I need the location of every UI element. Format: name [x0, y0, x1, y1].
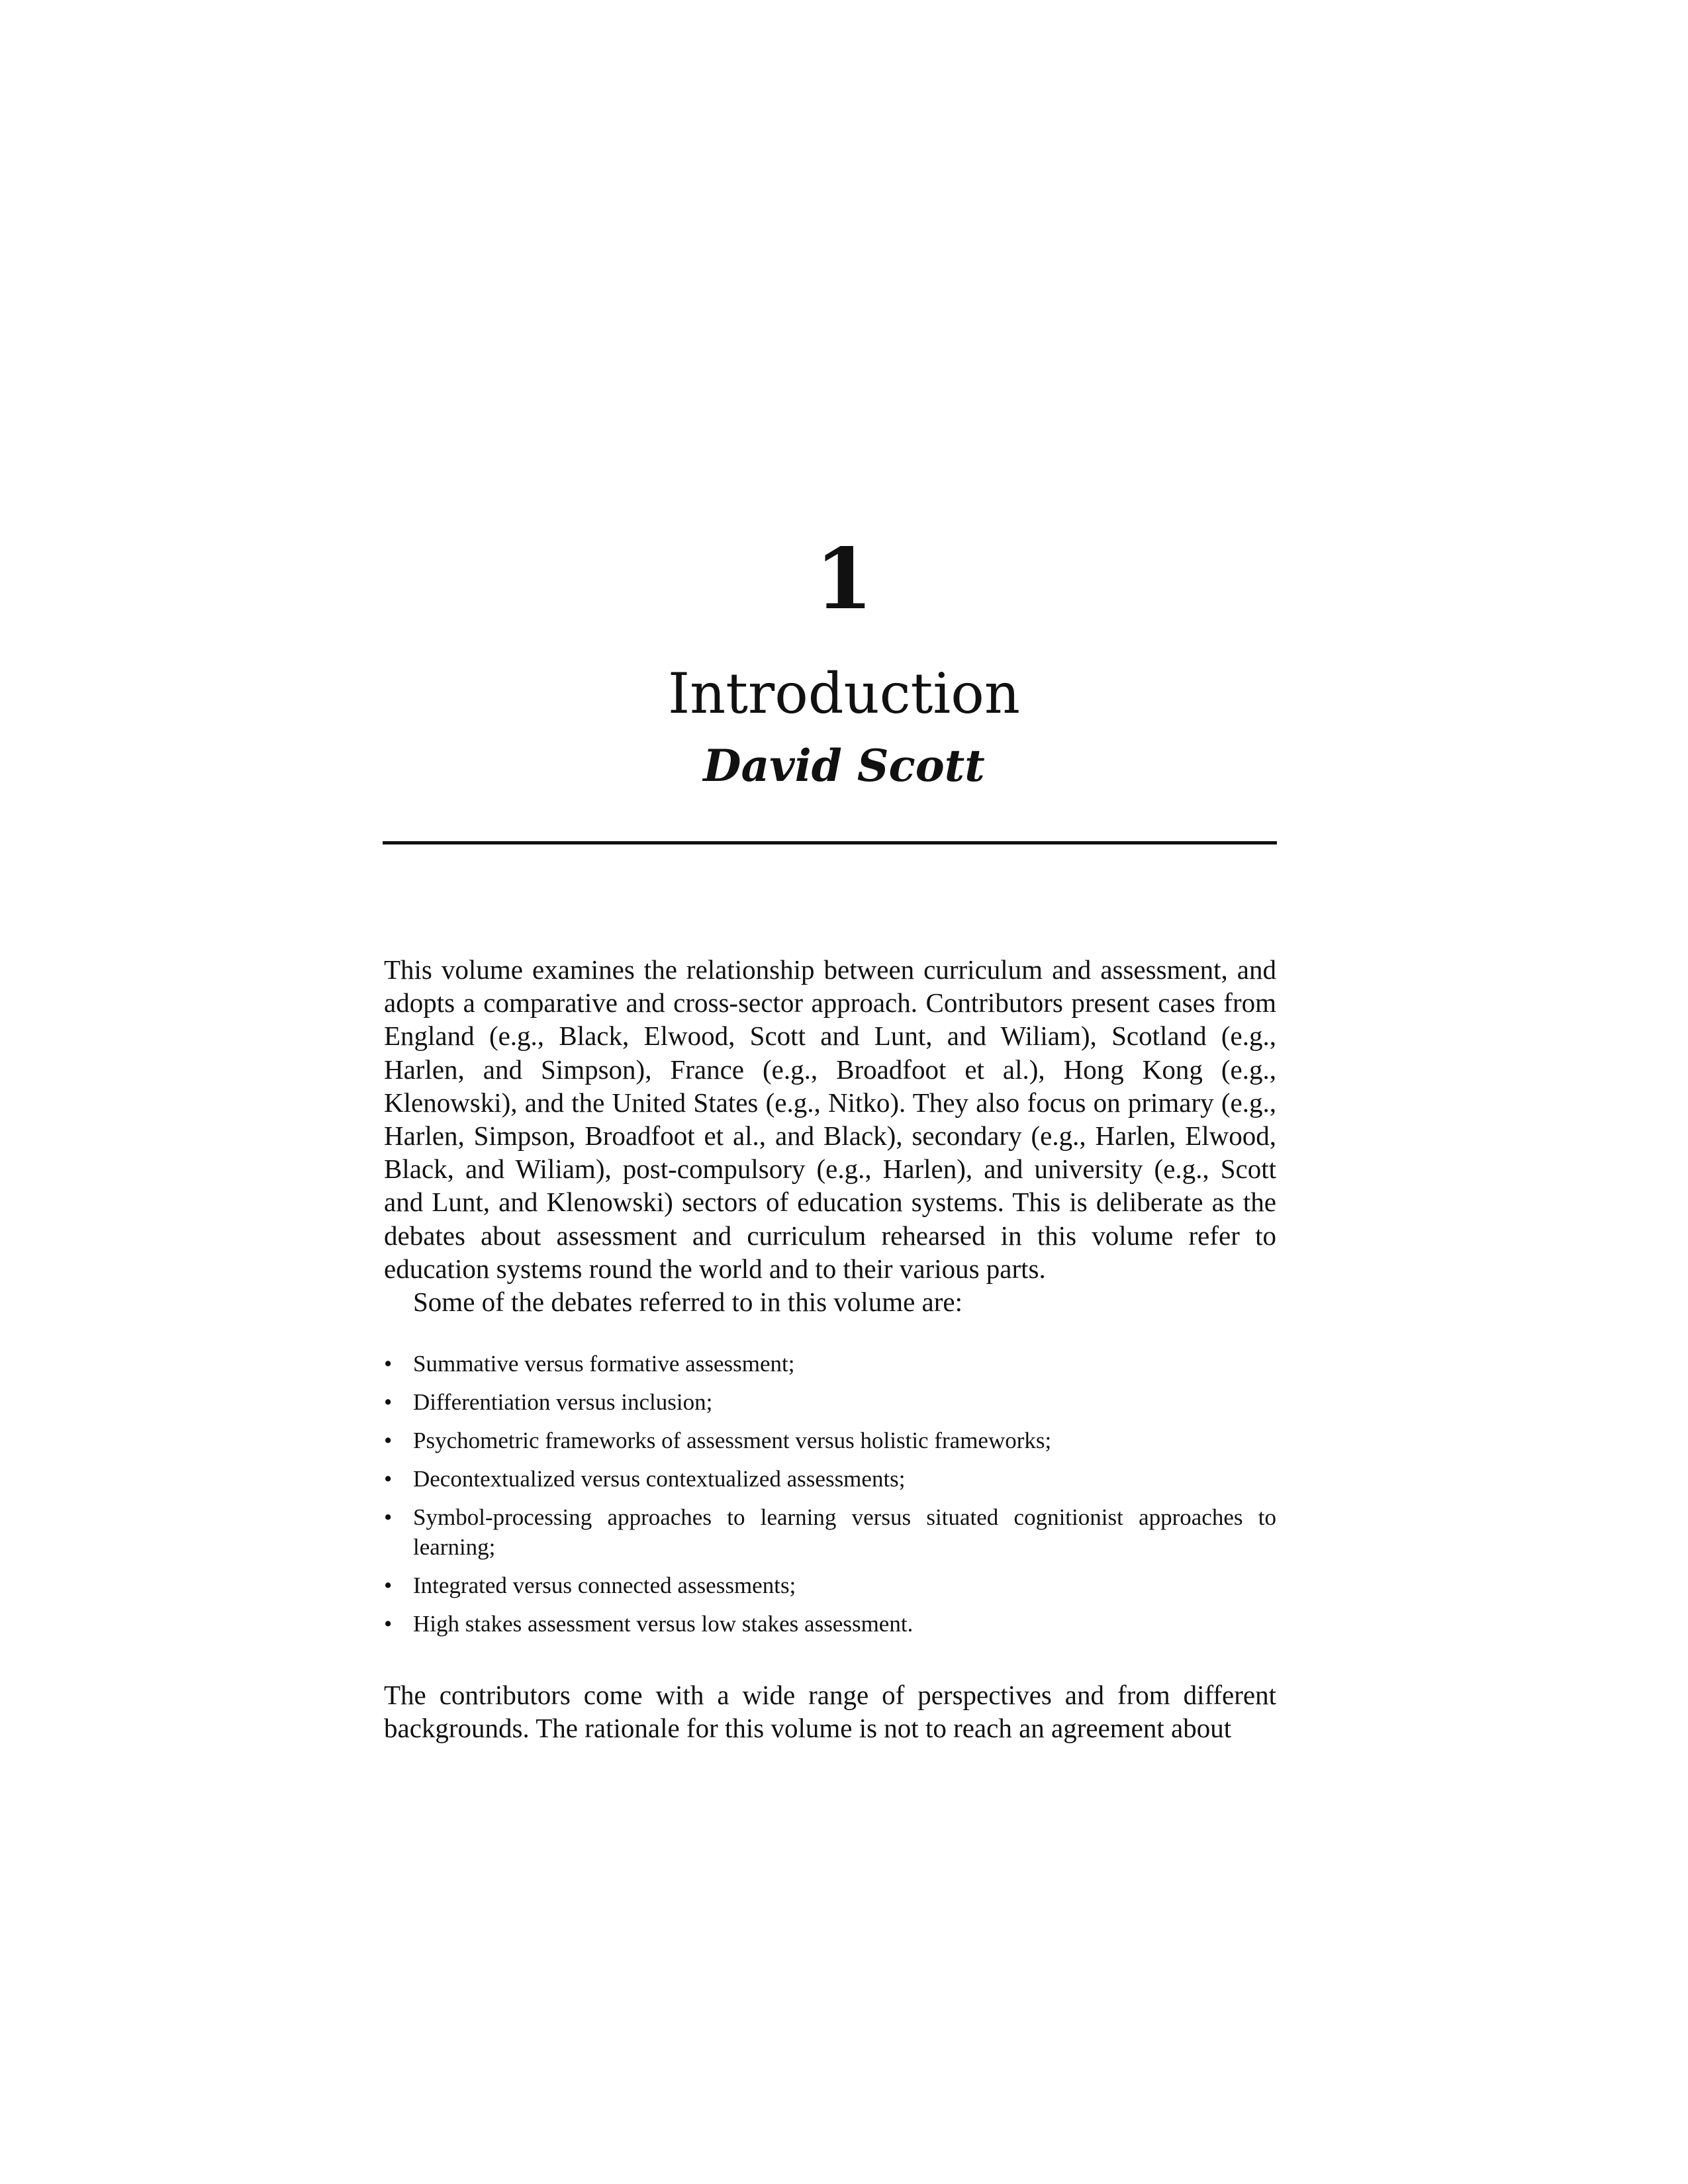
list-item-text: Psychometric frameworks of assessment versus holistic frameworks; — [413, 1428, 1052, 1453]
list-item — [384, 1570, 1276, 1600]
title-divider — [383, 841, 1277, 844]
bullet-icon: • — [384, 1389, 393, 1415]
list-item-text: Summative versus formative assessment; — [413, 1351, 795, 1377]
list-item-text: Symbol-processing approaches to learning versus situated cognitionist approaches to learning; — [413, 1504, 1276, 1560]
intro-paragraph: This volume examines the relationship between curriculum and assessment, and adopts a comparative and cross-sector approach. Contributors present cases from England (e.g., Black, Elwood, Scott and Lunt, and Wiliam), Scotland (e.g., Harlen, and Simpson), France (e.g., Broadfoot et al.), Hong Kong (e.g., Klenowski), and the United States (e.g., Nitko). They also focus on primary (e.g., Harlen, Simpson, Broadfoot et al., and Black), secondary (e.g., Harlen, Elwood, Black, and Wiliam), post-compulsory (e.g., Harlen), and university (e.g., Scott and Lunt, and Klenowski) sectors of education systems. This is deliberate as the debates about assessment and curriculum rehearsed in this volume refer to education systems round the world and to their various parts. — [384, 954, 1276, 1284]
list-item-text: Differentiation versus inclusion; — [413, 1389, 713, 1415]
list-item-text: High stakes assessment versus low stakes assessment. — [413, 1611, 914, 1637]
debates-list — [384, 1349, 1276, 1647]
list-item — [384, 1426, 1276, 1455]
list-item — [384, 1349, 1276, 1379]
list-item — [384, 1387, 1276, 1417]
bullet-icon: • — [384, 1351, 393, 1377]
bullet-icon: • — [384, 1611, 393, 1637]
list-item — [384, 1609, 1276, 1639]
closing-paragraph: The contributors come with a wide range of perspectives and from different backgrounds. The rationale for this volume is not to reach an agreement about — [384, 1680, 1276, 1744]
list-item — [384, 1464, 1276, 1494]
list-item — [384, 1502, 1276, 1562]
list-item-text: Integrated versus connected assessments; — [413, 1572, 796, 1598]
bullet-icon: • — [384, 1428, 393, 1453]
bullet-icon: • — [384, 1572, 393, 1598]
chapter-title: Introduction — [668, 661, 1020, 726]
chapter-author: David Scott — [703, 740, 985, 792]
list-item-text: Decontextualized versus contextualized assessments; — [413, 1466, 906, 1492]
bullet-icon: • — [384, 1466, 393, 1492]
debates-lead-in: Some of the debates referred to in this volume are: — [413, 1287, 962, 1317]
bullet-icon: • — [384, 1504, 393, 1530]
chapter-number: 1 — [815, 530, 873, 628]
